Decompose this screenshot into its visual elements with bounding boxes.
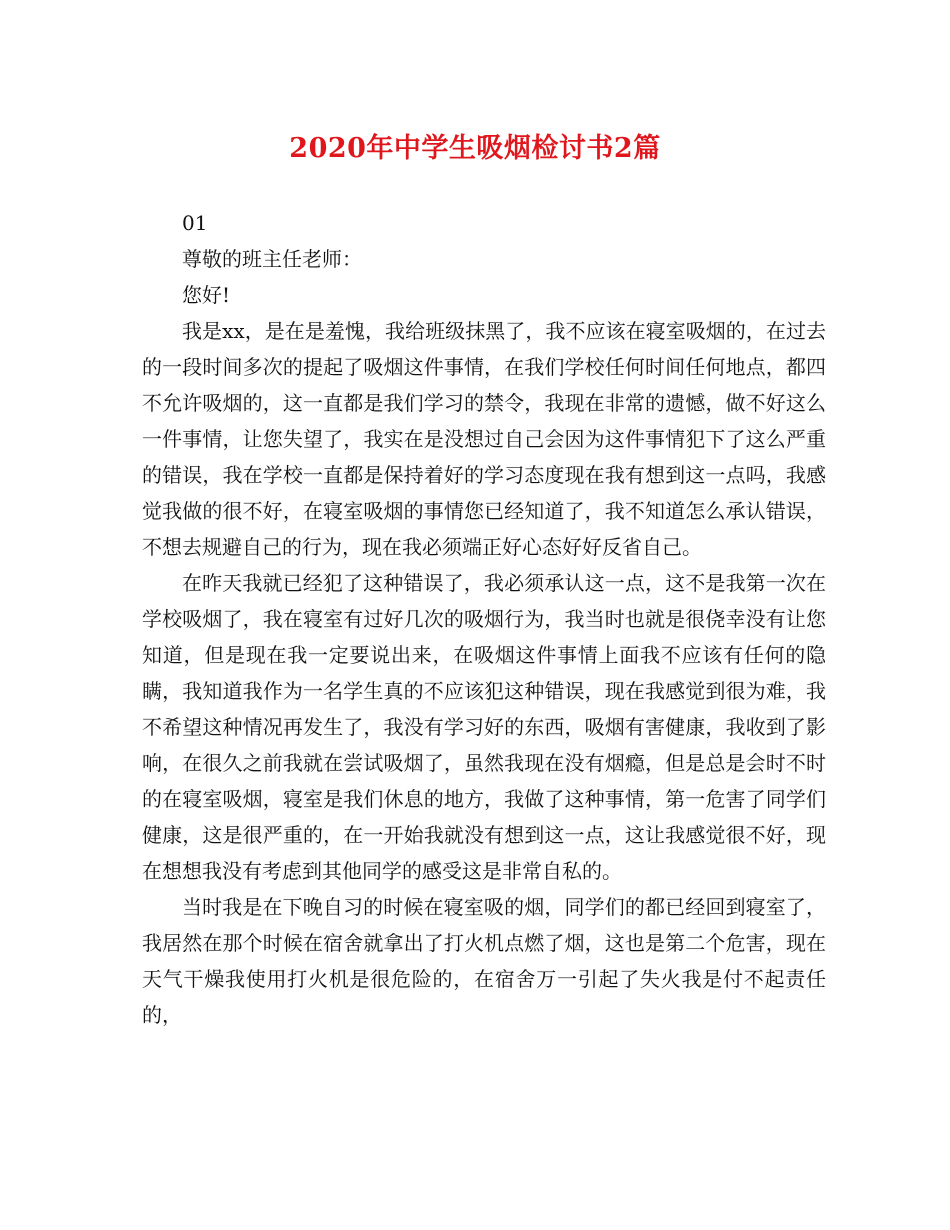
document-title: 2020年中学生吸烟检讨书2篇: [289, 133, 661, 164]
paragraph-body: 我是xx，是在是羞愧，我给班级抹黑了，我不应该在寝室吸烟的，在过去的一段时间多次的提起了吸烟这件事情，在我们学校任何时间任何地点，都四不允许吸烟的，这一直都是我们学习的禁令，我现在非常的遗憾，做不好这么一件事情，让您失望了，我实在是没想过自己会因为这件事情犯下了这么严重的错误，我在学校一直都是保持着好的学习态度现在我有想到这一点吗，我感觉我做的很不好，在寝室吸烟的事情您已经知道了，我不知道怎么承认错误，不想去规避自己的行为，现在我必须端正好心态好好反省自己。: [142, 319, 826, 559]
paragraph-body: 当时我是在下晚自习的时候在寝室吸的烟，同学们的都已经回到寝室了，我居然在那个时候在宿舍就拿出了打火机点燃了烟，这也是第二个危害，现在天气干燥我使用打火机是很危险的，在宿舍万一引起了失火我是付不起责任的，: [142, 895, 826, 1027]
document-body: [142, 205, 826, 1033]
paragraph-greeting: 您好!: [182, 283, 231, 307]
paragraph-section-number: 01: [182, 211, 208, 235]
paragraph-body: 在昨天我就已经犯了这种错误了，我必须承认这一点，这不是我第一次在学校吸烟了，我在寝室有过好几次的吸烟行为，我当时也就是很侥幸没有让您知道，但是现在我一定要说出来，在吸烟这件事情上面我不应该有任何的隐瞒，我知道我作为一名学生真的不应该犯这种错误，现在我感觉到很为难，我不希望这种情况再发生了，我没有学习好的东西，吸烟有害健康，我收到了影响，在很久之前我就在尝试吸烟了，虽然我现在没有烟瘾，但是总是会时不时的在寝室吸烟，寝室是我们休息的地方，我做了这种事情，第一危害了同学们健康，这是很严重的，在一开始我就没有想到这一点，这让我感觉很不好，现在想想我没有考虑到其他同学的感受这是非常自私的。: [142, 571, 826, 883]
paragraph-salutation: 尊敬的班主任老师：: [182, 247, 362, 271]
